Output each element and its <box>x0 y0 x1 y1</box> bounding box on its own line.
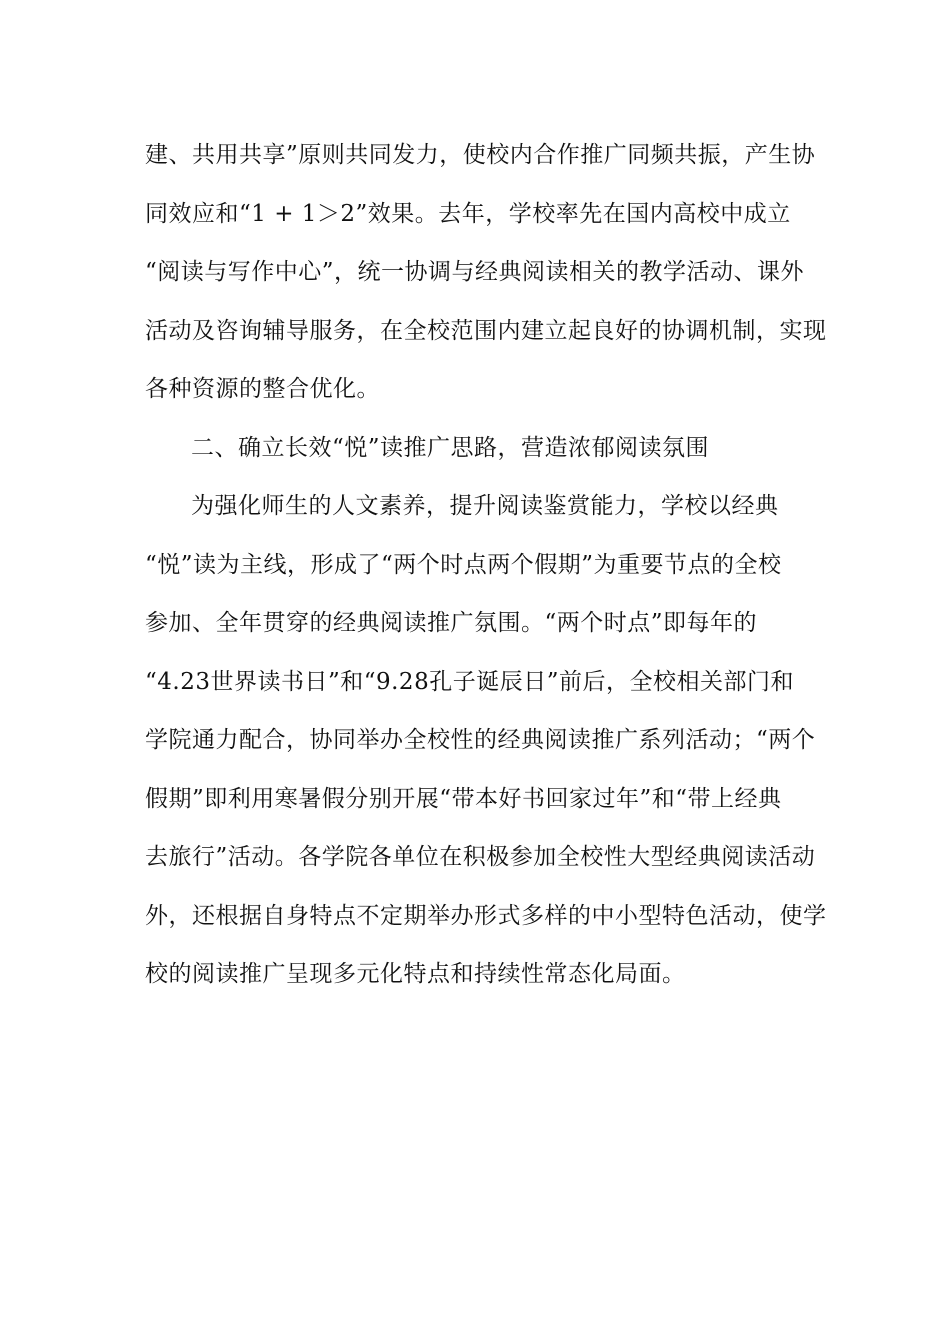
paragraph-line: “悦”读为主线，形成了“两个时点两个假期”为重要节点的全校 <box>145 551 782 578</box>
paragraph-line: 活动及咨询辅导服务，在全校范围内建立起良好的协调机制，实现 <box>145 317 827 344</box>
paragraph-line: 学院通力配合，协同举办全校性的经典阅读推广系列活动；“两个 <box>145 727 816 753</box>
section-heading: 二、确立长效“悦”读推广思路，营造浓郁阅读氛围 <box>191 434 710 461</box>
paragraph-line: 去旅行”活动。各学院各单位在积极参加全校性大型经典阅读活动 <box>145 844 816 870</box>
document-body <box>145 130 827 1008</box>
paragraph-line: 为强化师生的人文素养，提升阅读鉴赏能力，学校以经典 <box>191 493 779 519</box>
paragraph-line: 参加、全年贯穿的经典阅读推广氛围。“两个时点”即每年的 <box>145 610 758 636</box>
paragraph-line: “4.23世界读书日”和“9.28孔子诞辰日”前后，全校相关部门和 <box>145 668 794 695</box>
paragraph-line: 同效应和“1 + 1＞2”效果。去年，学校率先在国内高校中成立 <box>145 200 791 227</box>
paragraph-1 <box>145 130 827 423</box>
paragraph-line: 各种资源的整合优化。 <box>145 376 380 402</box>
paragraph-line: “阅读与写作中心”，统一协调与经典阅读相关的教学活动、课外 <box>145 259 805 285</box>
paragraph-2 <box>145 481 827 1008</box>
paragraph-line: 假期”即利用寒暑假分别开展“带本好书回家过年”和“带上经典 <box>145 785 782 812</box>
paragraph-line: 建、共用共享”原则共同发力，使校内合作推广同频共振，产生协 <box>145 142 816 168</box>
paragraph-line: 校的阅读推广呈现多元化特点和持续性常态化局面。 <box>145 961 686 987</box>
paragraph-line: 外，还根据自身特点不定期举办形式多样的中小型特色活动，使学 <box>145 902 827 929</box>
